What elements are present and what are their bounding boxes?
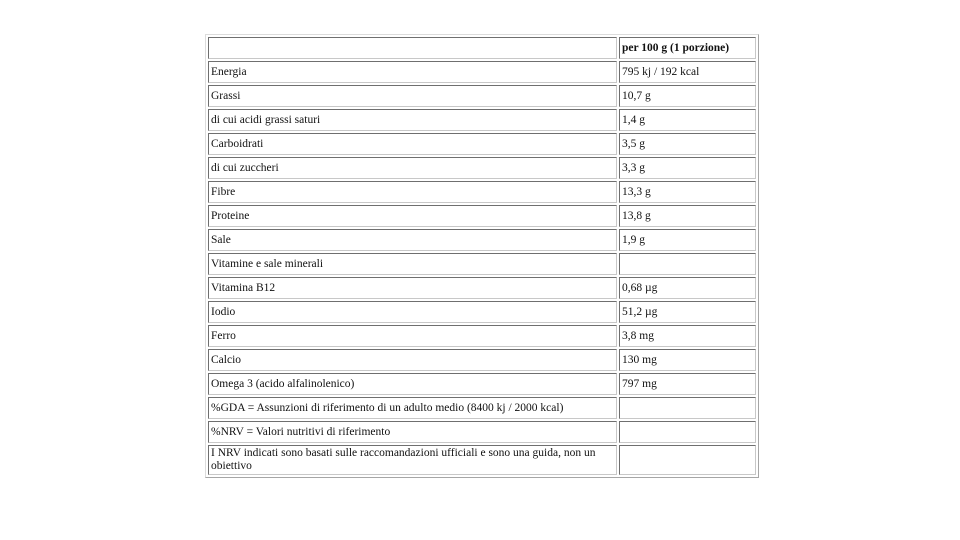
row-value-vitamina-b12: 0,68 µg [619,277,756,299]
row-value-fibre: 13,3 g [619,181,756,203]
row-value-energia: 795 kj / 192 kcal [619,61,756,83]
row-label-energia: Energia [208,61,617,83]
table-row [208,301,756,323]
row-label-iodio: Iodio [208,301,617,323]
header-value-cell: per 100 g (1 porzione) [619,37,756,59]
row-label-proteine: Proteine [208,205,617,227]
row-label-calcio: Calcio [208,349,617,371]
row-label-fibre: Fibre [208,181,617,203]
row-value-proteine: 13,8 g [619,205,756,227]
row-value-sale: 1,9 g [619,229,756,251]
row-label-nrv-guidance: I NRV indicati sono basati sulle raccomandazioni ufficiali e sono una guida, non un obiettivo [208,445,617,475]
table-row [208,229,756,251]
row-value-grassi-saturi: 1,4 g [619,109,756,131]
row-label-zuccheri: di cui zuccheri [208,157,617,179]
nutrition-table [205,34,759,478]
row-value-carboidrati: 3,5 g [619,133,756,155]
row-label-vitamina-b12: Vitamina B12 [208,277,617,299]
row-value-vitamine-minerali [619,253,756,275]
row-label-vitamine-minerali: Vitamine e sale minerali [208,253,617,275]
table-row [208,61,756,83]
table-row [208,421,756,443]
row-label-nrv-note: %NRV = Valori nutritivi di riferimento [208,421,617,443]
table-row [208,181,756,203]
row-value-nrv-note [619,421,756,443]
row-value-gda-note [619,397,756,419]
row-value-nrv-guidance [619,445,756,475]
row-label-ferro: Ferro [208,325,617,347]
row-label-carboidrati: Carboidrati [208,133,617,155]
table-row [208,157,756,179]
table-row [208,85,756,107]
table-row [208,325,756,347]
row-value-grassi: 10,7 g [619,85,756,107]
row-label-omega-3: Omega 3 (acido alfalinolenico) [208,373,617,395]
header-label-cell [208,37,617,59]
table-row [208,373,756,395]
row-value-calcio: 130 mg [619,349,756,371]
row-value-ferro: 3,8 mg [619,325,756,347]
row-label-sale: Sale [208,229,617,251]
row-label-gda-note: %GDA = Assunzioni di riferimento di un adulto medio (8400 kj / 2000 kcal) [208,397,617,419]
table-header-row [208,37,756,59]
table-row [208,133,756,155]
row-value-zuccheri: 3,3 g [619,157,756,179]
table-row [208,205,756,227]
row-label-grassi: Grassi [208,85,617,107]
table-row [208,445,756,475]
table-row [208,349,756,371]
table-row [208,277,756,299]
table-row [208,109,756,131]
row-value-omega-3: 797 mg [619,373,756,395]
row-label-grassi-saturi: di cui acidi grassi saturi [208,109,617,131]
row-value-iodio: 51,2 µg [619,301,756,323]
table-row [208,253,756,275]
table-row [208,397,756,419]
